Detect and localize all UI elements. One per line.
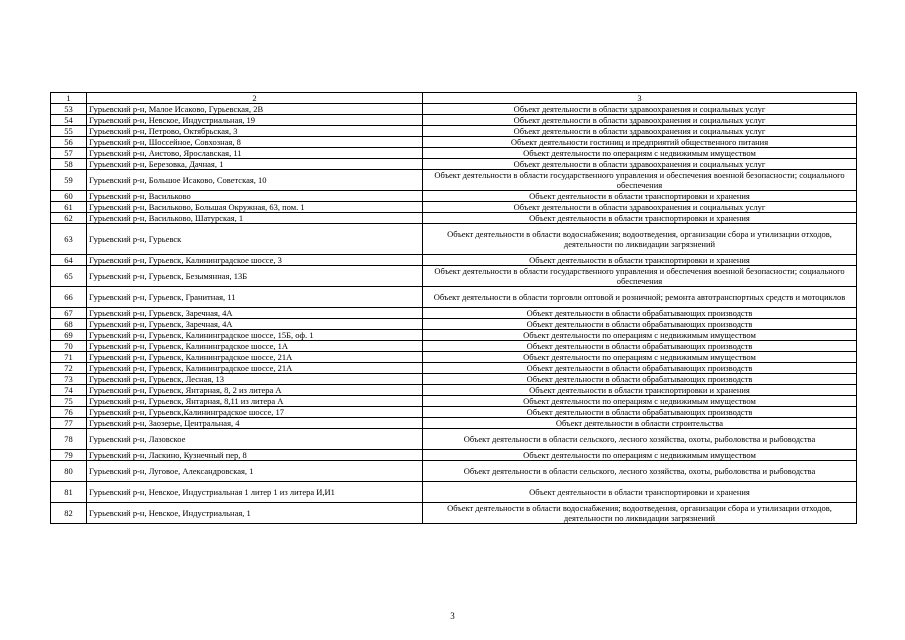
row-activity: Объект деятельности в области строительства: [423, 418, 857, 429]
table-row: [51, 330, 857, 341]
row-activity: Объект деятельности по операциям с недвижимым имуществом: [423, 352, 857, 363]
row-number: 82: [51, 503, 87, 524]
row-activity: Объект деятельности по операциям с недвижимым имуществом: [423, 148, 857, 159]
table-row: [51, 287, 857, 308]
row-number: 71: [51, 352, 87, 363]
row-address: Гурьевский р-н, Заозерье, Центральная, 4: [87, 418, 423, 429]
row-address: Гурьевский р-н, Гурьевск, Калининградское шоссе, 21А: [87, 352, 423, 363]
row-activity: Объект деятельности в области здравоохранения и социальных услуг: [423, 159, 857, 170]
row-number: 73: [51, 374, 87, 385]
row-activity: Объект деятельности в области государственного управления и обеспечения военной безопасности; социального обеспечения: [423, 170, 857, 191]
row-address: Гурьевский р-н, Гурьевск, Безымянная, 13Б: [87, 266, 423, 287]
row-number: 79: [51, 450, 87, 461]
row-address: Гурьевский р-н, Малое Исаково, Гурьевская, 2В: [87, 104, 423, 115]
row-activity: Объект деятельности в области сельского, лесного хозяйства, охоты, рыболовства и рыбоводства: [423, 461, 857, 482]
table-row: [51, 159, 857, 170]
row-address: Гурьевский р-н, Васильково: [87, 191, 423, 202]
table-row: [51, 137, 857, 148]
row-number: 59: [51, 170, 87, 191]
row-activity: Объект деятельности в области обрабатывающих производств: [423, 374, 857, 385]
row-activity: Объект деятельности в области обрабатывающих производств: [423, 363, 857, 374]
table-row: [51, 148, 857, 159]
row-address: Гурьевский р-н, Невское, Индустриальная, 19: [87, 115, 423, 126]
row-number: 53: [51, 104, 87, 115]
row-address: Гурьевский р-н, Гурьевск, Калининградское шоссе, 3: [87, 255, 423, 266]
row-activity: Объект деятельности в области государственного управления и обеспечения военной безопасности; социального обеспечения: [423, 266, 857, 287]
table-row: [51, 385, 857, 396]
table-row: [51, 418, 857, 429]
row-activity: Объект деятельности в области водоснабжения; водоотведения, организации сбора и утилизации отходов, деятельности по ликвидации загрязнений: [423, 503, 857, 524]
row-number: 63: [51, 224, 87, 255]
row-address: Гурьевский р-н, Большое Исаково, Советская, 10: [87, 170, 423, 191]
table-row: [51, 115, 857, 126]
row-address: Гурьевский р-н, Гурьевск, Янтарная, 8, 2 из литера А: [87, 385, 423, 396]
table-row: [51, 308, 857, 319]
table-row: [51, 461, 857, 482]
table-row: [51, 126, 857, 137]
column-header-2: 2: [87, 93, 423, 104]
row-address: Гурьевский р-н, Гурьевск, Заречная, 4А: [87, 319, 423, 330]
column-header-3: 3: [423, 93, 857, 104]
row-number: 76: [51, 407, 87, 418]
row-number: 72: [51, 363, 87, 374]
table-row: [51, 255, 857, 266]
row-address: Гурьевский р-н, Гурьевск: [87, 224, 423, 255]
row-number: 81: [51, 482, 87, 503]
row-number: 67: [51, 308, 87, 319]
table-row: [51, 170, 857, 191]
row-activity: Объект деятельности в области здравоохранения и социальных услуг: [423, 202, 857, 213]
table-row: [51, 429, 857, 450]
row-activity: Объект деятельности гостиниц и предприятий общественного питания: [423, 137, 857, 148]
row-activity: Объект деятельности в области транспортировки и хранения: [423, 213, 857, 224]
table-row: [51, 450, 857, 461]
row-activity: Объект деятельности по операциям с недвижимым имуществом: [423, 450, 857, 461]
row-address: Гурьевский р-н, Лазовское: [87, 429, 423, 450]
row-activity: Объект деятельности в области обрабатывающих производств: [423, 319, 857, 330]
row-number: 80: [51, 461, 87, 482]
row-address: Гурьевский р-н, Васильково, Большая Окружная, 63, пом. 1: [87, 202, 423, 213]
row-address: Гурьевский р-н, Васильково, Шатурская, 1: [87, 213, 423, 224]
row-number: 58: [51, 159, 87, 170]
row-number: 60: [51, 191, 87, 202]
table-header-row: [51, 93, 857, 104]
row-activity: Объект деятельности в области здравоохранения и социальных услуг: [423, 126, 857, 137]
table-row: [51, 224, 857, 255]
row-number: 57: [51, 148, 87, 159]
row-address: Гурьевский р-н, Аистово, Ярославская, 11: [87, 148, 423, 159]
table-row: [51, 374, 857, 385]
row-number: 69: [51, 330, 87, 341]
table-row: [51, 319, 857, 330]
row-address: Гурьевский р-н, Ласкино, Кузнечный пер, 8: [87, 450, 423, 461]
table-row: [51, 396, 857, 407]
row-number: 74: [51, 385, 87, 396]
row-activity: Объект деятельности в области обрабатывающих производств: [423, 308, 857, 319]
row-address: Гурьевский р-н, Березовка, Дачная, 1: [87, 159, 423, 170]
table-row: [51, 407, 857, 418]
table-row: [51, 341, 857, 352]
row-number: 75: [51, 396, 87, 407]
row-number: 66: [51, 287, 87, 308]
row-activity: Объект деятельности в области обрабатывающих производств: [423, 341, 857, 352]
row-activity: Объект деятельности в области здравоохранения и социальных услуг: [423, 104, 857, 115]
row-address: Гурьевский р-н, Гурьевск, Заречная, 4А: [87, 308, 423, 319]
row-number: 61: [51, 202, 87, 213]
table-row: [51, 352, 857, 363]
row-address: Гурьевский р-н, Шоссейное, Совхозная, 8: [87, 137, 423, 148]
table-row: [51, 266, 857, 287]
row-address: Гурьевский р-н, Гурьевск, Гранитная, 11: [87, 287, 423, 308]
row-address: Гурьевский р-н, Гурьевск, Калининградское шоссе, 21А: [87, 363, 423, 374]
row-activity: Объект деятельности в области транспортировки и хранения: [423, 255, 857, 266]
row-address: Гурьевский р-н, Луговое, Александровская, 1: [87, 461, 423, 482]
row-number: 68: [51, 319, 87, 330]
row-activity: Объект деятельности в области транспортировки и хранения: [423, 191, 857, 202]
row-address: Гурьевский р-н, Петрово, Октябрьская, 3: [87, 126, 423, 137]
row-number: 77: [51, 418, 87, 429]
row-number: 78: [51, 429, 87, 450]
table-row: [51, 104, 857, 115]
row-activity: Объект деятельности по операциям с недвижимым имуществом: [423, 330, 857, 341]
row-number: 56: [51, 137, 87, 148]
table-row: [51, 482, 857, 503]
row-address: Гурьевский р-н, Гурьевск, Лесная, 13: [87, 374, 423, 385]
row-activity: Объект деятельности в области сельского, лесного хозяйства, охоты, рыболовства и рыбоводства: [423, 429, 857, 450]
row-number: 70: [51, 341, 87, 352]
row-activity: Объект деятельности в области здравоохранения и социальных услуг: [423, 115, 857, 126]
row-address: Гурьевский р-н, Гурьевск,Калининградское шоссе, 17: [87, 407, 423, 418]
table-row: [51, 213, 857, 224]
table-row: [51, 202, 857, 213]
document-table: [50, 92, 857, 524]
row-activity: Объект деятельности в области обрабатывающих производств: [423, 407, 857, 418]
table-row: [51, 191, 857, 202]
column-header-1: 1: [51, 93, 87, 104]
row-address: Гурьевский р-н, Гурьевск, Калининградское шоссе, 15Б, оф. 1: [87, 330, 423, 341]
row-activity: Объект деятельности по операциям с недвижимым имуществом: [423, 396, 857, 407]
row-address: Гурьевский р-н, Невское, Индустриальная, 1: [87, 503, 423, 524]
row-number: 55: [51, 126, 87, 137]
row-activity: Объект деятельности в области транспортировки и хранения: [423, 482, 857, 503]
row-address: Гурьевский р-н, Гурьевск, Янтарная, 8,11 из литера А: [87, 396, 423, 407]
row-number: 64: [51, 255, 87, 266]
row-activity: Объект деятельности в области водоснабжения; водоотведения, организации сбора и утилизации отходов, деятельности по ликвидации загрязнений: [423, 224, 857, 255]
row-activity: Объект деятельности в области транспортировки и хранения: [423, 385, 857, 396]
page-number: 3: [450, 611, 455, 621]
row-number: 62: [51, 213, 87, 224]
row-activity: Объект деятельности в области торговли оптовой и розничной; ремонта автотранспортных средств и мотоциклов: [423, 287, 857, 308]
table-row: [51, 503, 857, 524]
row-number: 54: [51, 115, 87, 126]
row-address: Гурьевский р-н, Невское, Индустриальная 1 литер 1 из литера И,И1: [87, 482, 423, 503]
row-address: Гурьевский р-н, Гурьевск, Калининградское шоссе, 1А: [87, 341, 423, 352]
table-row: [51, 363, 857, 374]
row-number: 65: [51, 266, 87, 287]
